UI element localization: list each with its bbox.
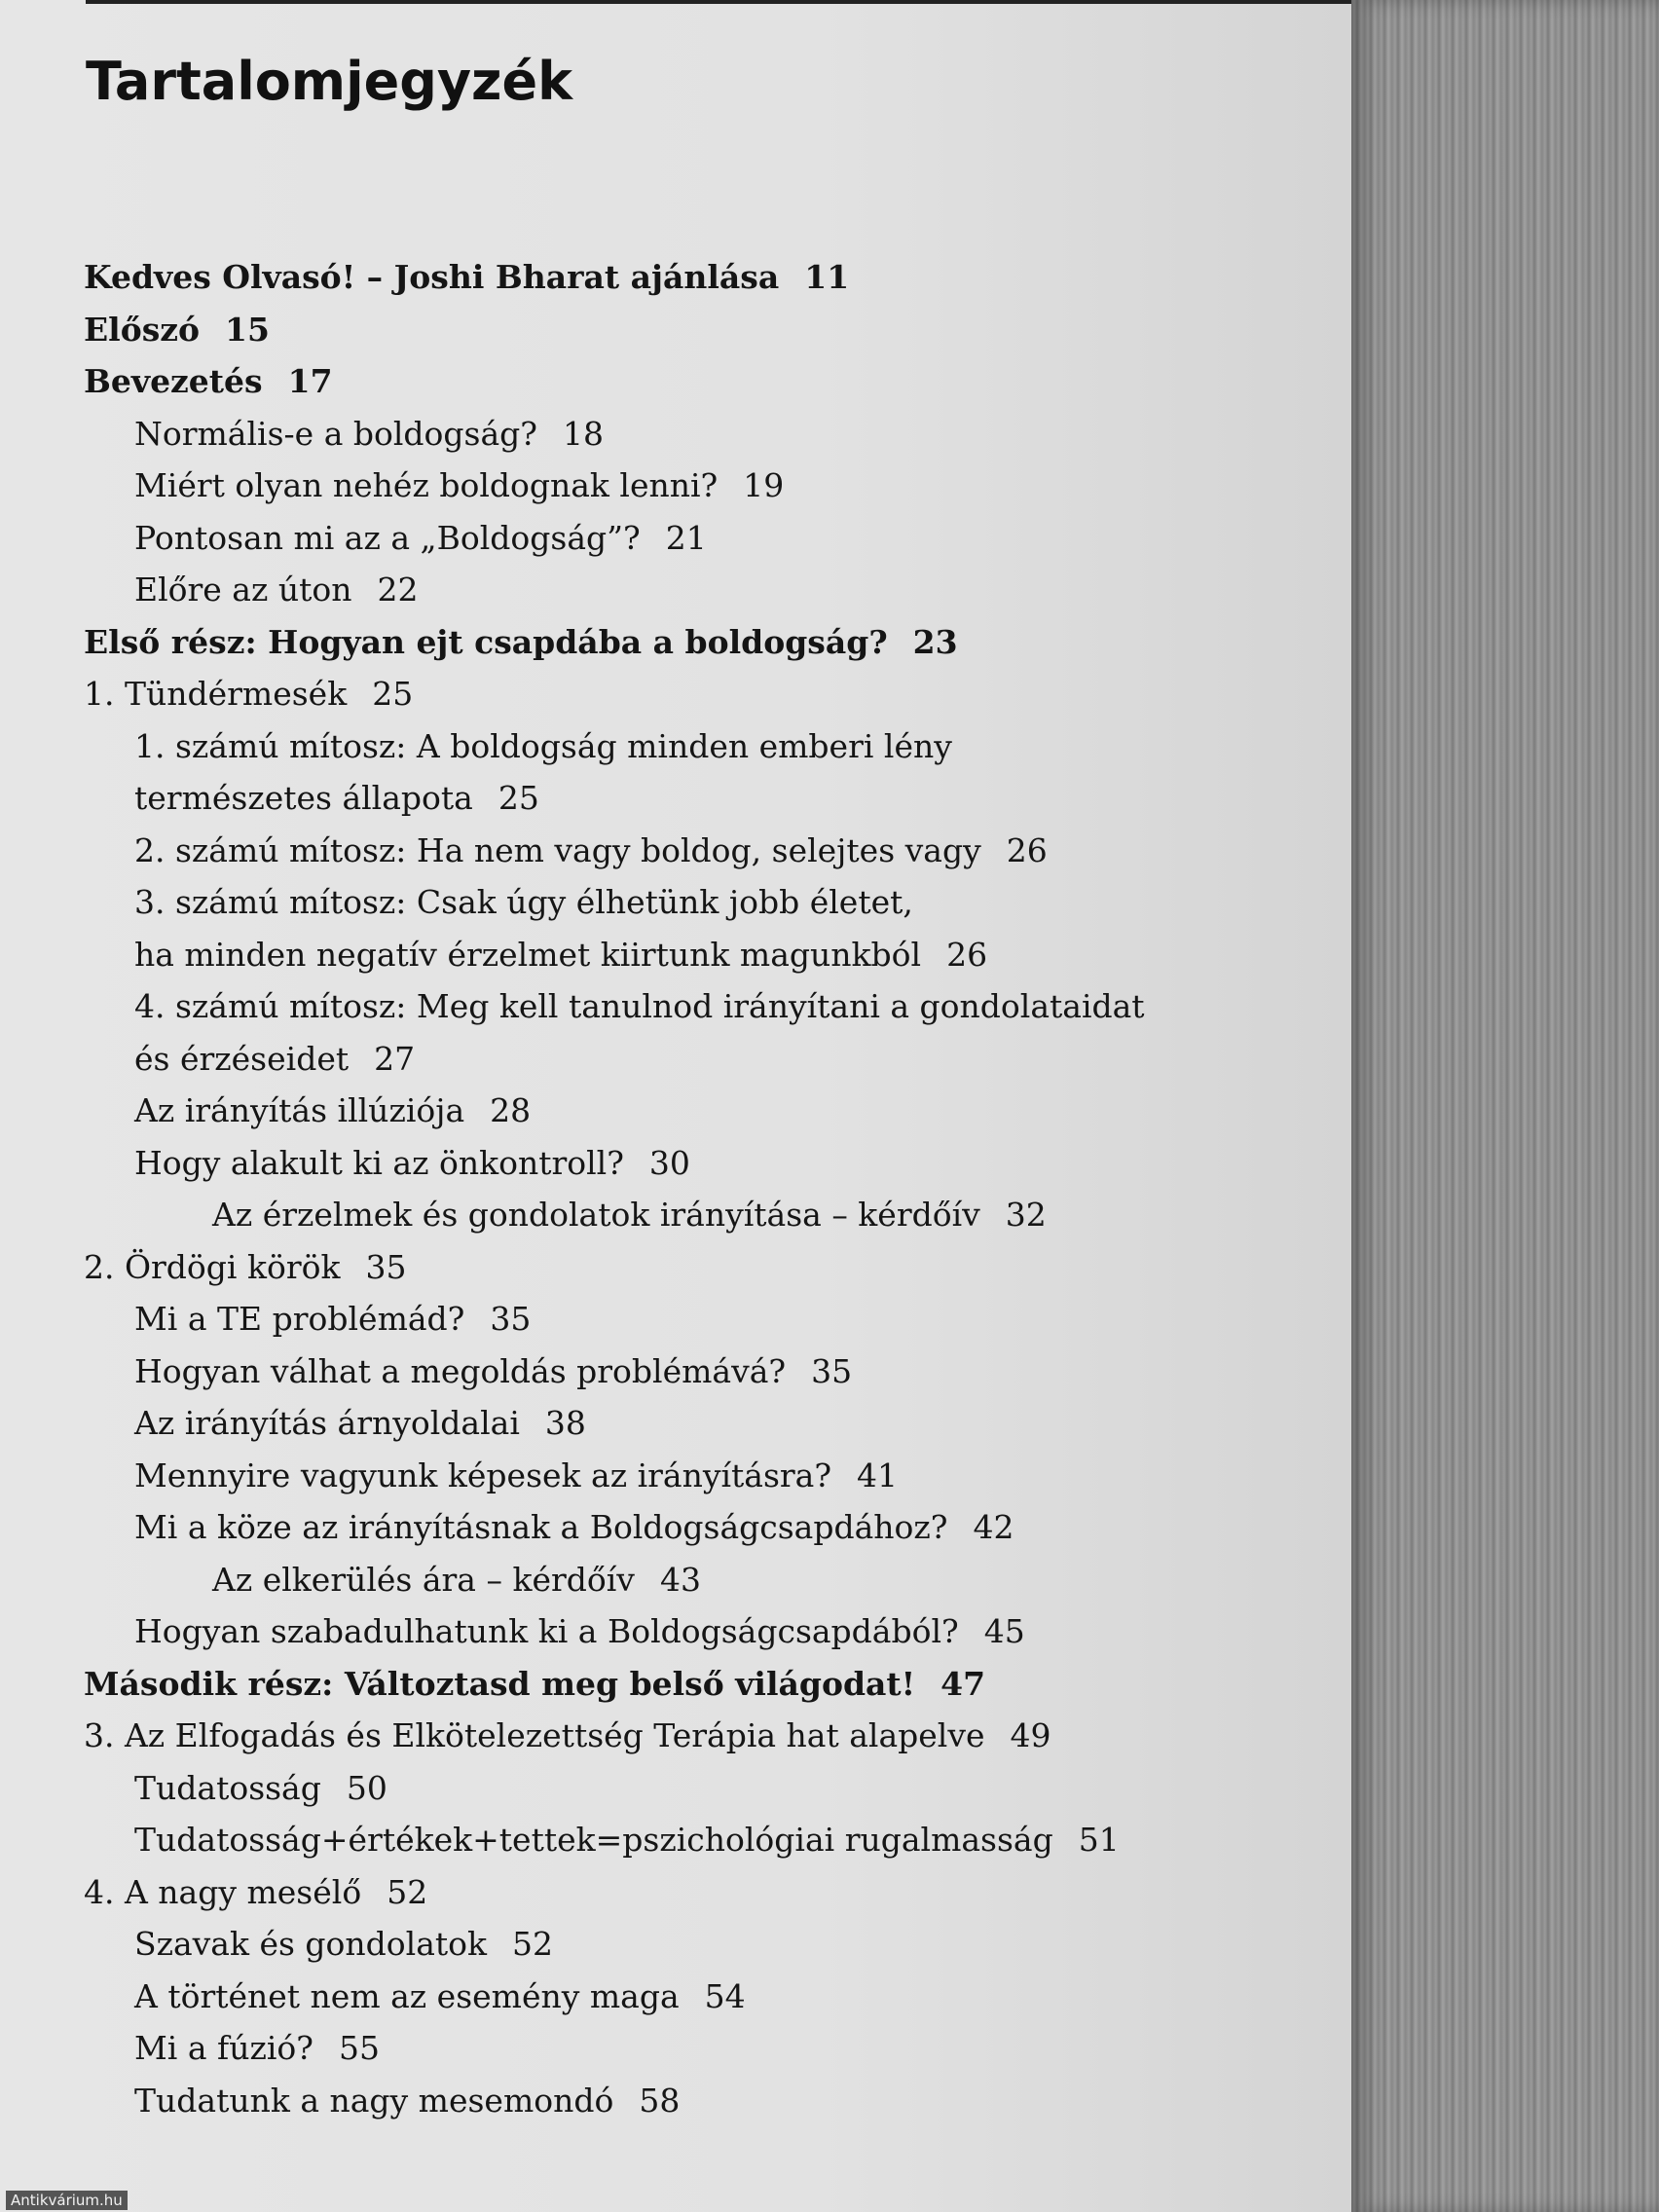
toc-entry-text: Mennyire vagyunk képesek az irányításra?: [134, 1456, 832, 1494]
toc-entry-page: 22: [377, 571, 419, 608]
toc-entry-text: Második rész: Változtasd meg belső világodat!: [84, 1664, 916, 1703]
toc-entry-text: természetes állapota: [134, 779, 473, 817]
toc-entry-text: Hogyan válhat a megoldás problémává?: [134, 1351, 787, 1390]
toc-entry-text: 4. A nagy mesélő: [84, 1872, 362, 1911]
toc-entry: [84, 251, 1340, 304]
toc-entry: [84, 1814, 1340, 1866]
toc-entry-page: 35: [365, 1247, 407, 1286]
toc-entry: [84, 668, 1340, 720]
toc-entry: [84, 1554, 1340, 1606]
toc-entry-text: Miért olyan nehéz boldognak lenni?: [134, 466, 719, 504]
toc-entry-text: és érzéseidet: [134, 1039, 350, 1078]
toc-entry-text: Tudatunk a nagy mesemondó: [134, 2081, 614, 2120]
watermark: Antikvárium.hu: [6, 2191, 128, 2210]
toc-entry: [84, 1710, 1340, 1762]
toc-entry-page: 51: [1078, 1821, 1120, 1859]
toc-entry-page: 11: [804, 258, 850, 296]
toc-entry-page: 43: [659, 1560, 701, 1599]
toc-entry-page: 25: [372, 675, 414, 713]
toc-entry-page: 42: [973, 1508, 1014, 1546]
toc-entry: [84, 1397, 1340, 1450]
toc-entry-text: Hogyan szabadulhatunk ki a Boldogságcsapdából?: [134, 1612, 959, 1650]
toc-entry-text: Az irányítás árnyoldalai: [134, 1404, 520, 1442]
toc-entry-page: 15: [225, 310, 270, 349]
toc-entry: [84, 355, 1340, 408]
toc-entry-page: 41: [857, 1456, 899, 1494]
toc-entry-text: Tudatosság+értékek+tettek=pszichológiai rugalmasság: [134, 1821, 1053, 1859]
toc-entry-text: A történet nem az esemény maga: [134, 1976, 680, 2015]
toc-entry-page: 26: [1006, 830, 1048, 869]
adjacent-page-edge: [1351, 0, 1659, 2212]
toc-entry: [84, 512, 1340, 565]
toc-entry-text: 2. Ördögi körök: [84, 1247, 341, 1286]
toc-entry-page: 18: [562, 414, 604, 453]
toc-entry-page: 25: [498, 779, 539, 817]
toc-entry-text: 3. számú mítosz: Csak úgy élhetünk jobb életet,: [134, 883, 913, 921]
toc-entry: [84, 1293, 1340, 1346]
toc-entry-text: Mi a fúzió?: [134, 2029, 313, 2067]
toc-entry-page: 50: [346, 1768, 387, 1807]
toc-entry-text: Előszó: [84, 310, 201, 349]
toc-entry: [84, 1501, 1340, 1554]
toc-entry: [84, 980, 1340, 1033]
toc-entry-page: 38: [544, 1404, 586, 1442]
toc-entry-text: Szavak és gondolatok: [134, 1925, 488, 1963]
toc-entry: [84, 2075, 1340, 2127]
toc-entry-page: 35: [490, 1300, 532, 1338]
toc-entry: [84, 1450, 1340, 1502]
toc-entry-page: 52: [512, 1925, 554, 1963]
toc-entry-page: 26: [946, 935, 988, 974]
toc-entry-page: 49: [1010, 1716, 1051, 1754]
toc-entry-page: 55: [338, 2029, 380, 2067]
toc-entry: [84, 1605, 1340, 1658]
toc-entry-page: 23: [912, 622, 958, 661]
toc-entry: [84, 304, 1340, 356]
toc-entry-text: Első rész: Hogyan ejt csapdába a boldogság?: [84, 622, 888, 661]
toc-entry-page: 19: [743, 466, 785, 504]
toc-entry-text: Tudatosság: [134, 1768, 321, 1807]
toc-entry-text: 1. Tündérmesék: [84, 675, 348, 713]
toc-entry-text: 3. Az Elfogadás és Elkötelezettség Terápia hat alapelve: [84, 1716, 985, 1754]
toc-entry-page: 58: [639, 2081, 681, 2120]
toc-entry-page: 54: [704, 1976, 746, 2015]
toc-entry-page: 27: [374, 1039, 416, 1078]
toc-entry: [84, 408, 1340, 461]
toc-entry-page: 45: [983, 1612, 1025, 1650]
page-title: Tartalomjegyzék: [86, 51, 573, 112]
toc-entry: [84, 825, 1340, 877]
top-rule: [86, 0, 1351, 4]
toc-entry: [84, 1346, 1340, 1398]
toc-entry-text: Normális-e a boldogság?: [134, 414, 537, 453]
toc-entry-page: 17: [287, 362, 333, 400]
toc-entry-page: 52: [387, 1872, 428, 1911]
toc-entry-page: 21: [665, 518, 707, 557]
toc-entry-text: Az elkerülés ára – kérdőív: [212, 1560, 635, 1599]
toc-entry-text: Bevezetés: [84, 362, 263, 400]
toc-entry: [84, 772, 1340, 825]
toc-entry-text: Az irányítás illúziója: [134, 1091, 465, 1129]
toc-entry-page: 35: [811, 1351, 853, 1390]
toc-entry: [84, 1085, 1340, 1137]
toc-entry: [84, 564, 1340, 616]
toc-entry-text: Az érzelmek és gondolatok irányítása – kérdőív: [212, 1196, 980, 1234]
toc-entry: [84, 1241, 1340, 1294]
toc-entry-page: 32: [1005, 1196, 1047, 1234]
toc-entry-text: Mi a köze az irányításnak a Boldogságcsapdához?: [134, 1508, 948, 1546]
toc-entry: [84, 929, 1340, 981]
toc-entry-text: 4. számú mítosz: Meg kell tanulnod irányítani a gondolataidat: [134, 987, 1145, 1025]
toc-entry-page: 28: [490, 1091, 532, 1129]
toc-entry-page: 47: [940, 1664, 986, 1703]
toc-entry-page: 30: [648, 1143, 690, 1182]
toc-entry: [84, 720, 1340, 773]
toc-entry: [84, 1971, 1340, 2023]
toc-entry-text: Pontosan mi az a „Boldogság”?: [134, 518, 641, 557]
toc-entry: [84, 1137, 1340, 1190]
toc-entry: [84, 1762, 1340, 1815]
toc-entry: [84, 1918, 1340, 1971]
toc-entry-text: 2. számú mítosz: Ha nem vagy boldog, selejtes vagy: [134, 830, 981, 869]
toc-entry: [84, 1658, 1340, 1711]
toc-entry: [84, 460, 1340, 512]
toc-entry-text: Mi a TE problémád?: [134, 1300, 465, 1338]
table-of-contents: [84, 251, 1340, 2126]
toc-entry: [84, 1189, 1340, 1241]
toc-entry: [84, 1866, 1340, 1919]
toc-entry-text: Hogy alakult ki az önkontroll?: [134, 1143, 624, 1182]
toc-entry-text: ha minden negatív érzelmet kiirtunk magunkból: [134, 935, 922, 974]
toc-entry-text: Előre az úton: [134, 571, 352, 608]
toc-entry: [84, 616, 1340, 669]
toc-entry: [84, 2022, 1340, 2075]
toc-entry-text: 1. számú mítosz: A boldogság minden emberi lény: [134, 726, 952, 765]
toc-entry-text: Kedves Olvasó! – Joshi Bharat ajánlása: [84, 258, 780, 296]
toc-entry: [84, 876, 1340, 929]
toc-entry: [84, 1033, 1340, 1086]
